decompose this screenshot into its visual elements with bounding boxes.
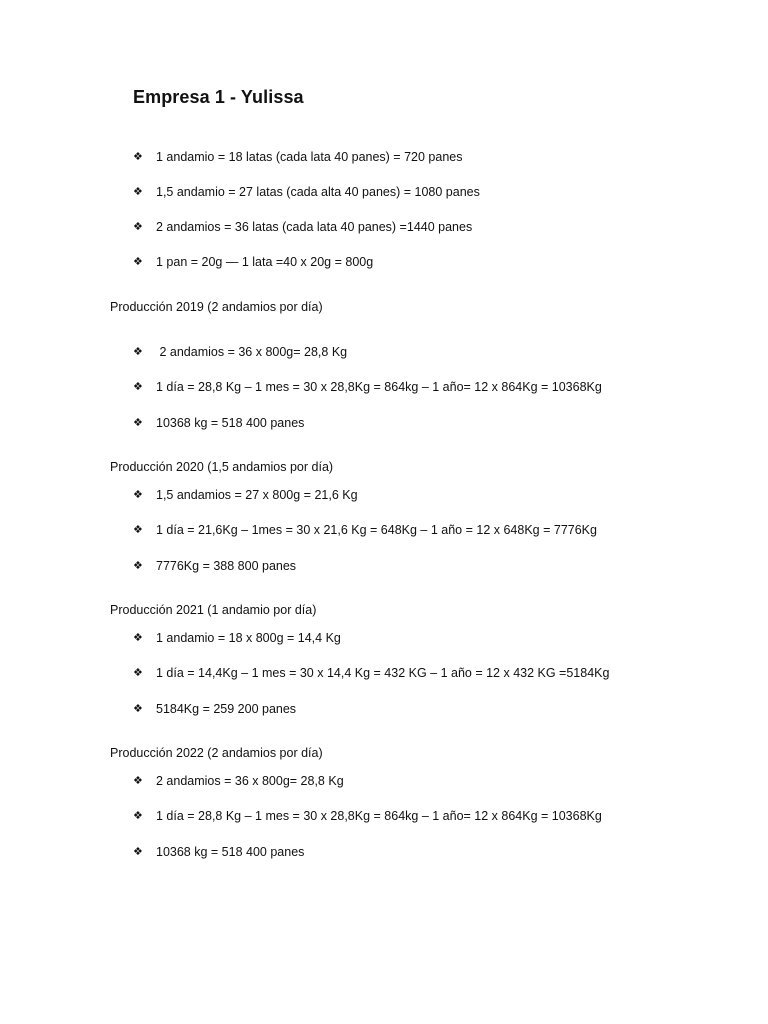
diamond-bullet-icon: ❖	[133, 255, 143, 268]
list-item	[133, 702, 296, 716]
diamond-bullet-icon: ❖	[133, 150, 143, 163]
list-item-text: 10368 kg = 518 400 panes	[156, 845, 305, 859]
list-item-text: 1 día = 28,8 Kg – 1 mes = 30 x 28,8Kg = 864kg – 1 año= 12 x 864Kg = 10368Kg	[156, 380, 602, 394]
document-title: Empresa 1 - Yulissa	[133, 87, 304, 107]
intro-item-text: 2 andamios = 36 latas (cada lata 40 panes) =1440 panes	[156, 220, 473, 234]
diamond-bullet-icon: ❖	[133, 666, 143, 679]
section-heading-2021: Producción 2021 (1 andamio por día)	[110, 603, 317, 617]
diamond-bullet-icon: ❖	[133, 416, 143, 429]
diamond-bullet-icon: ❖	[133, 702, 143, 715]
diamond-bullet-icon: ❖	[133, 631, 143, 644]
list-item	[133, 345, 347, 359]
list-item-text: 1 día = 28,8 Kg – 1 mes = 30 x 28,8Kg = 864kg – 1 año= 12 x 864Kg = 10368Kg	[156, 809, 602, 823]
section-heading-2020: Producción 2020 (1,5 andamios por día)	[110, 460, 334, 474]
intro-item-text: 1 pan = 20g — 1 lata =40 x 20g = 800g	[156, 255, 374, 269]
intro-item-text: 1 andamio = 18 latas (cada lata 40 panes) = 720 panes	[156, 150, 463, 164]
diamond-bullet-icon: ❖	[133, 345, 143, 358]
diamond-bullet-icon: ❖	[133, 220, 143, 233]
list-item-text: 10368 kg = 518 400 panes	[156, 416, 305, 430]
list-item	[133, 774, 344, 788]
diamond-bullet-icon: ❖	[133, 774, 143, 787]
diamond-bullet-icon: ❖	[133, 809, 143, 822]
intro-item-4	[133, 255, 373, 269]
diamond-bullet-icon: ❖	[133, 845, 143, 858]
list-item	[133, 559, 296, 573]
list-item-text: 7776Kg = 388 800 panes	[156, 559, 297, 573]
intro-item-2	[133, 185, 480, 199]
list-item-text: 1 andamio = 18 x 800g = 14,4 Kg	[156, 631, 341, 645]
section-heading-2022: Producción 2022 (2 andamios por día)	[110, 746, 323, 760]
list-item	[133, 380, 602, 394]
list-item-text: 1,5 andamios = 27 x 800g = 21,6 Kg	[156, 488, 358, 502]
list-item	[133, 416, 304, 430]
list-item	[133, 488, 358, 502]
diamond-bullet-icon: ❖	[133, 185, 143, 198]
list-item	[133, 666, 609, 680]
list-item-text: 5184Kg = 259 200 panes	[156, 702, 297, 716]
diamond-bullet-icon: ❖	[133, 380, 143, 393]
section-heading-2019: Producción 2019 (2 andamios por día)	[110, 300, 323, 314]
intro-item-3	[133, 220, 472, 234]
list-item	[133, 845, 304, 859]
list-item	[133, 523, 597, 537]
diamond-bullet-icon: ❖	[133, 488, 143, 501]
list-item	[133, 631, 341, 645]
list-item-text: 1 día = 21,6Kg – 1mes = 30 x 21,6 Kg = 648Kg – 1 año = 12 x 648Kg = 7776Kg	[156, 523, 597, 537]
diamond-bullet-icon: ❖	[133, 559, 143, 572]
intro-item-1	[133, 150, 462, 164]
list-item-text: 2 andamios = 36 x 800g= 28,8 Kg	[156, 345, 348, 359]
list-item-text: 2 andamios = 36 x 800g= 28,8 Kg	[156, 774, 344, 788]
list-item-text: 1 día = 14,4Kg – 1 mes = 30 x 14,4 Kg = 432 KG – 1 año = 12 x 432 KG =5184Kg	[156, 666, 610, 680]
list-item	[133, 809, 602, 823]
intro-item-text: 1,5 andamio = 27 latas (cada alta 40 panes) = 1080 panes	[156, 185, 480, 199]
diamond-bullet-icon: ❖	[133, 523, 143, 536]
